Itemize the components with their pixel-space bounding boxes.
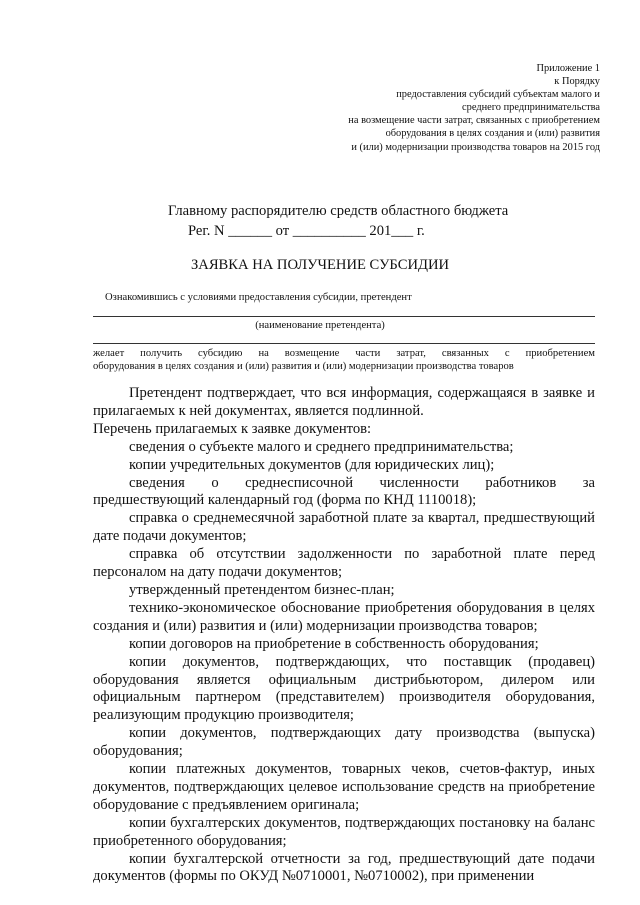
document-title: ЗАЯВКА НА ПОЛУЧЕНИЕ СУБСИДИИ [190, 257, 450, 273]
appendix-line: к Порядку [554, 76, 600, 88]
acquainted-text: Ознакомившись с условиями предоставления субсидии, претендент [105, 292, 412, 303]
document-body [93, 385, 595, 886]
divider [93, 343, 595, 344]
list-item: утвержденный претендентом бизнес-план; [129, 581, 395, 598]
applicant-caption: (наименование претендента) [255, 320, 385, 331]
list-item: копии документов, подтверждающих, что поставщик (продавец) оборудования является официальным дистрибьютором, дилером или официальным партнером (представителем) производителя оборудования, реализующим продукцию производителя; [93, 653, 595, 724]
wish-text-line-2: оборудования в целях создания и (или) развития и (или) модернизации производства товаров [93, 361, 514, 372]
appendix-line: предоставления субсидий субъектам малого и [396, 89, 600, 101]
appendix-line: и (или) модернизации производства товаров на 2015 год [351, 141, 600, 153]
list-item: справка об отсутствии задолженности по заработной плате перед персоналом на дату подачи документов; [93, 546, 595, 581]
appendix-line: среднего предпринимательства [462, 102, 600, 114]
list-item: справка о среднемесячной заработной плате за квартал, предшествующий дате подачи документов; [93, 510, 595, 545]
list-item: копии документов, подтверждающих дату производства (выпуска) оборудования; [93, 725, 595, 760]
appendix-header [348, 62, 600, 154]
list-item: копии учредительных документов (для юридических лиц); [129, 456, 495, 473]
confirmation-paragraph: Претендент подтверждает, что вся информация, содержащаяся в заявке и прилагаемых к ней документах, является подлинной. [93, 385, 595, 419]
applicant-name-line [93, 316, 595, 317]
list-item: технико-экономическое обоснование приобретения оборудования в целях создания и (или) развития и (или) модернизации производства товаров; [93, 599, 595, 634]
list-item: копии платежных документов, товарных чеков, счетов-фактур, иных документов, подтверждающих целевое использование средств на приобретение оборудование с предъявлением оригинала; [93, 761, 595, 813]
list-item: копии договоров на приобретение в собственность оборудования; [129, 635, 539, 652]
appendix-line: оборудования в целях создания и (или) развития [385, 128, 600, 140]
list-item: копии бухгалтерской отчетности за год, предшествующий дате подачи документов (формы по ОКУД №0710001, №0710002), при применении [93, 850, 595, 885]
wish-text-line-1: желает получить субсидию на возмещение части затрат, связанных с приобретением [93, 348, 595, 359]
appendix-line: на возмещение части затрат, связанных с приобретением [348, 115, 600, 127]
list-item: копии бухгалтерских документов, подтверждающих постановку на баланс приобретенного оборудования; [93, 814, 595, 849]
list-item: сведения о субъекте малого и среднего предпринимательства; [129, 438, 514, 455]
addressee: Главному распорядителю средств областного бюджета [168, 203, 509, 219]
registration-line: Рег. N ______ от __________ 201___ г. [188, 223, 425, 239]
list-item: сведения о среднесписочной численности работников за предшествующий календарный год (форма по КНД 1110018); [93, 474, 595, 509]
list-heading: Перечень прилагаемых к заявке документов: [93, 420, 372, 437]
appendix-line: Приложение 1 [536, 63, 600, 74]
